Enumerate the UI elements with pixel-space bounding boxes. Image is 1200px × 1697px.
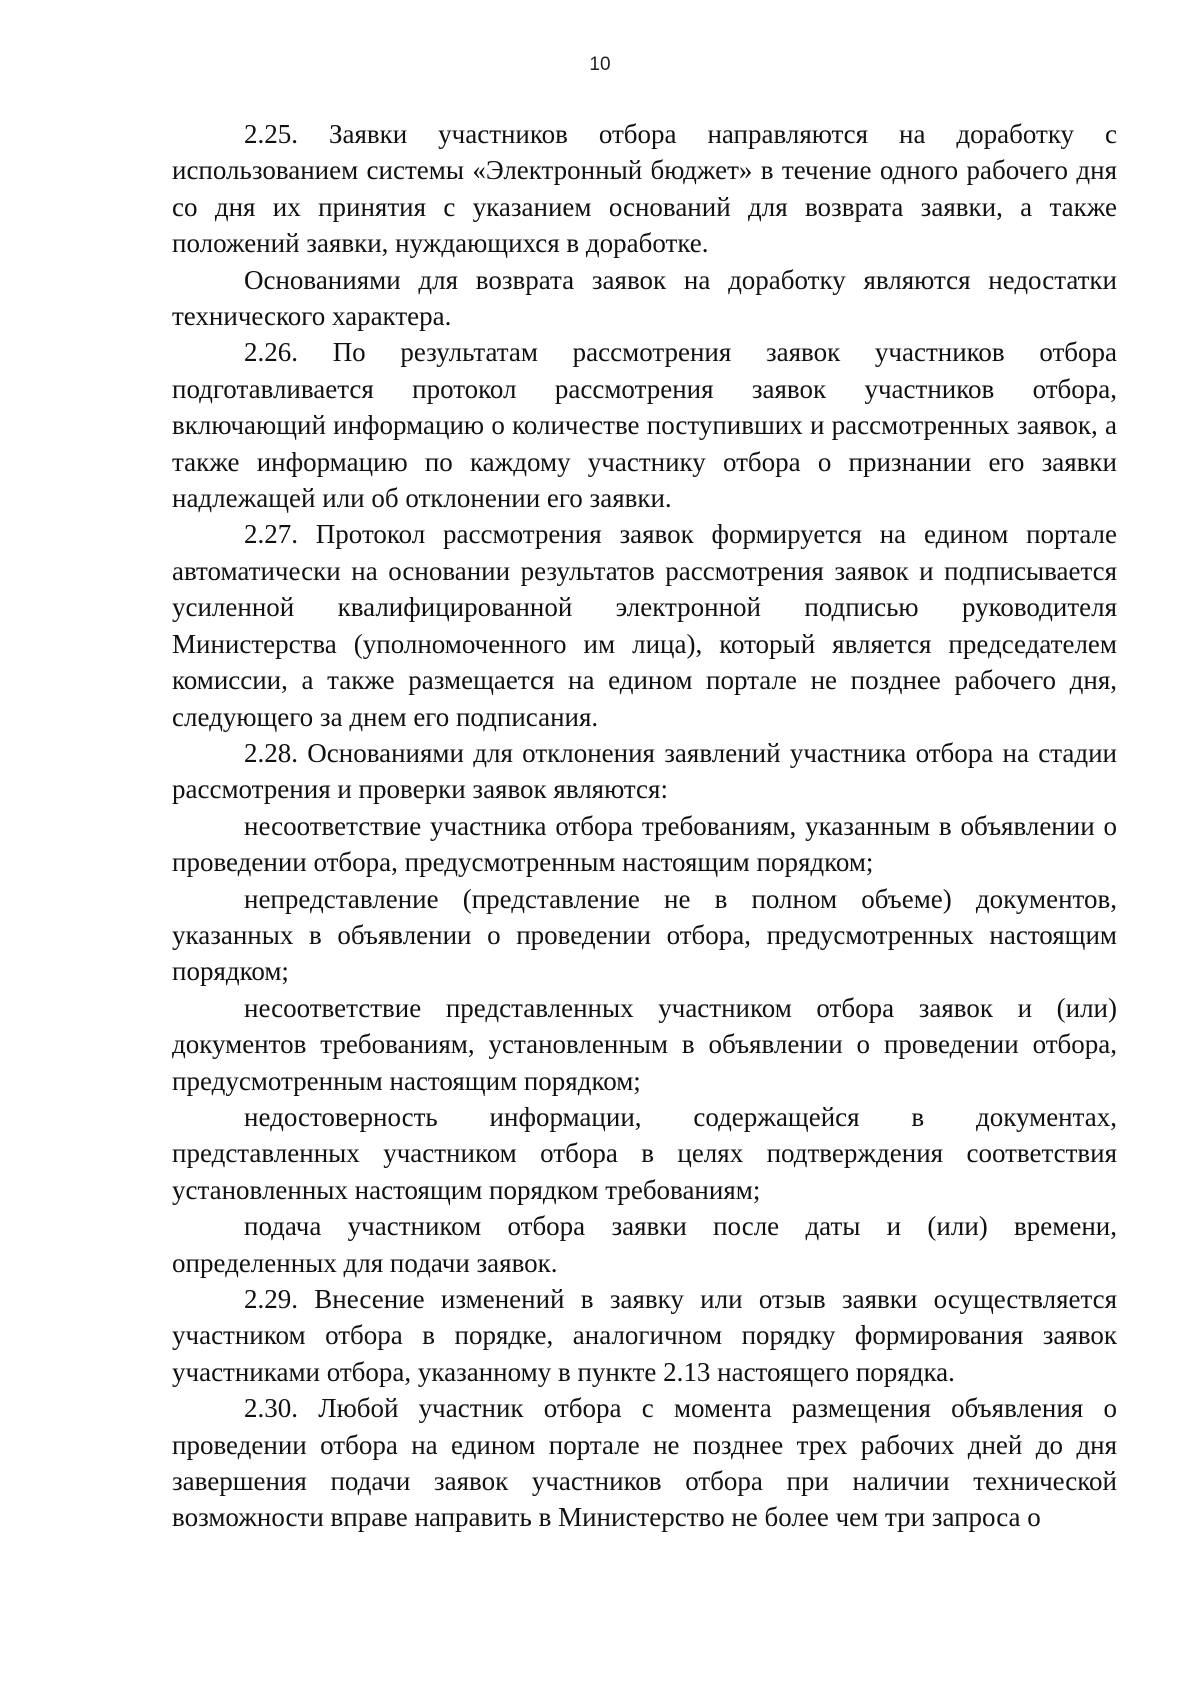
- paragraph-rejection-ground-4: недостоверность информации, содержащейся в документах, представленных участником отбора в целях подтверждения соответствия установленных настоящим порядком требованиям;: [172, 1101, 1117, 1205]
- paragraph-rejection-ground-1: несоответствие участника отбора требованиям, указанным в объявлении о проведении отбора, предусмотренным настоящим порядком;: [172, 810, 1117, 878]
- page-number: 10: [589, 54, 611, 75]
- paragraph-2-30: 2.30. Любой участник отбора с момента размещения объявления о проведении отбора на едином портале не позднее трех рабочих дней до дня завершения подачи заявок участников отбора при наличии технической возможности вправе направить в Министерство не более чем три запроса о: [172, 1393, 1117, 1533]
- paragraph-2-26: 2.26. По результатам рассмотрения заявок участников отбора подготавливается протокол рассмотрения заявок участников отбора, включающий информацию о количестве поступивших и рассмотренных заявок, а также информацию по каждому участнику отбора о признании его заявки надлежащей или об отклонении его заявки.: [172, 337, 1117, 514]
- paragraph-2-29: 2.29. Внесение изменений в заявку или отзыв заявки осуществляется участником отбора в порядке, аналогичном порядку формирования заявок участниками отбора, указанному в пункте 2.13 настоящего порядка.: [172, 1284, 1117, 1387]
- document-body: [172, 116, 1117, 1536]
- paragraph-rejection-ground-3: несоответствие представленных участником отбора заявок и (или) документов требованиям, установленным в объявлении о проведении отбора, предусмотренным настоящим порядком;: [172, 992, 1117, 1096]
- paragraph-rejection-ground-5: подача участником отбора заявки после даты и (или) времени, определенных для подачи заявок.: [172, 1211, 1117, 1278]
- paragraph-2-25: 2.25. Заявки участников отбора направляются на доработку с использованием системы «Электронный бюджет» в течение одного рабочего дня со дня их принятия с указанием оснований для возврата заявки, а также положений заявки, нуждающихся в доработке.: [172, 119, 1117, 259]
- paragraph-2-27: 2.27. Протокол рассмотрения заявок формируется на едином портале автоматически на основании результатов рассмотрения заявок и подписывается усиленной квалифицированной электронной подписью руководителя Министерства (уполномоченного им лица), который является председателем комиссии, а также размещается на едином портале не позднее рабочего дня, следующего за днем его подписания.: [172, 519, 1117, 732]
- paragraph-2-28: 2.28. Основаниями для отклонения заявлений участника отбора на стадии рассмотрения и проверки заявок являются:: [172, 737, 1117, 805]
- paragraph-return-grounds: Основаниями для возврата заявок на доработку являются недостатки технического характера.: [172, 264, 1117, 332]
- paragraph-rejection-ground-2: непредставление (представление не в полном объеме) документов, указанных в объявлении о проведении отбора, предусмотренных настоящим порядком;: [172, 883, 1117, 987]
